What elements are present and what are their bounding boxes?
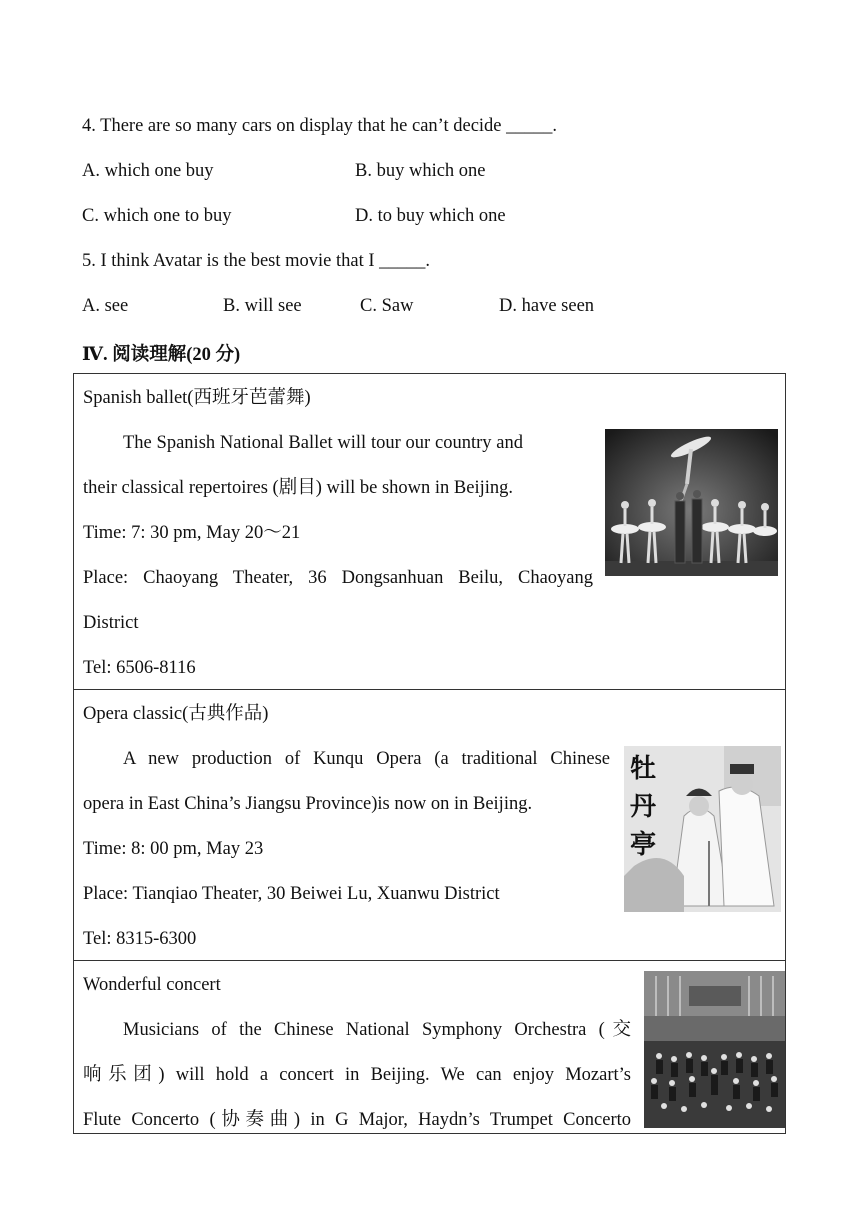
ad-row-opera bbox=[74, 690, 786, 961]
ad-body-line: their classical repertoires (剧目) will be shown in Beijing. bbox=[83, 478, 514, 498]
question-4-option-b: B. buy which one bbox=[355, 161, 486, 181]
orchestra-photo bbox=[644, 971, 785, 1128]
question-5-option-d: D. have seen bbox=[499, 296, 595, 316]
ad-title: Wonderful concert bbox=[83, 975, 221, 995]
question-4-option-a: A. which one buy bbox=[82, 161, 214, 181]
ad-title: Opera classic(古典作品) bbox=[83, 704, 269, 724]
ad-tel: Tel: 8315-6300 bbox=[83, 929, 197, 949]
question-4-stem: 4. There are so many cars on display that he can’t decide _____. bbox=[82, 116, 558, 136]
poster-character: 牡 bbox=[629, 754, 656, 784]
ad-body-line: A new production of Kunqu Opera (a traditional Chinese bbox=[123, 749, 610, 769]
ad-place: Place: Tianqiao Theater, 30 Beiwei Lu, Xuanwu District bbox=[83, 884, 500, 904]
ad-body-line: Musicians of the Chinese National Symphony Orchestra (交 bbox=[123, 1020, 631, 1040]
question-4-option-c: C. which one to buy bbox=[82, 206, 232, 226]
poster-character: 亭 bbox=[629, 830, 656, 860]
ad-body-line: Flute Concerto (协奏曲) in G Major, Haydn’s Trumpet Concerto bbox=[83, 1110, 631, 1130]
ad-cell-opera bbox=[74, 690, 786, 961]
ad-body-line: opera in East China’s Jiangsu Province)is now on in Beijing. bbox=[83, 794, 533, 814]
ad-time: Time: 8: 00 pm, May 23 bbox=[83, 839, 264, 859]
ad-row-ballet bbox=[74, 374, 786, 690]
ad-cell-concert bbox=[74, 961, 786, 1134]
ad-title: Spanish ballet(西班牙芭蕾舞) bbox=[83, 388, 311, 408]
ad-row-concert bbox=[74, 961, 786, 1134]
ad-time: Time: 7: 30 pm, May 20～21 bbox=[83, 523, 301, 543]
question-5-option-c: C. Saw bbox=[360, 296, 414, 316]
question-4-option-d: D. to buy which one bbox=[355, 206, 506, 226]
question-5-option-b: B. will see bbox=[223, 296, 302, 316]
opera-poster-photo bbox=[624, 746, 781, 912]
ad-body-line: The Spanish National Ballet will tour our country and bbox=[123, 433, 523, 453]
ads-table bbox=[73, 373, 786, 1134]
ballet-photo bbox=[605, 429, 778, 576]
question-5-option-a: A. see bbox=[82, 296, 129, 316]
ad-tel: Tel: 6506-8116 bbox=[83, 658, 196, 678]
ad-place-continued: District bbox=[83, 613, 139, 633]
ad-place: Place: Chaoyang Theater, 36 Dongsanhuan Beilu, Chaoyang bbox=[83, 568, 593, 588]
ad-body-line: 响乐团) will hold a concert in Beijing. We can enjoy Mozart’s bbox=[83, 1065, 631, 1085]
ad-cell-ballet bbox=[74, 374, 786, 690]
poster-character: 丹 bbox=[629, 792, 656, 822]
question-5-stem: 5. I think Avatar is the best movie that I _____. bbox=[82, 251, 431, 271]
section-heading: Ⅳ. 阅读理解(20 分) bbox=[82, 345, 241, 365]
